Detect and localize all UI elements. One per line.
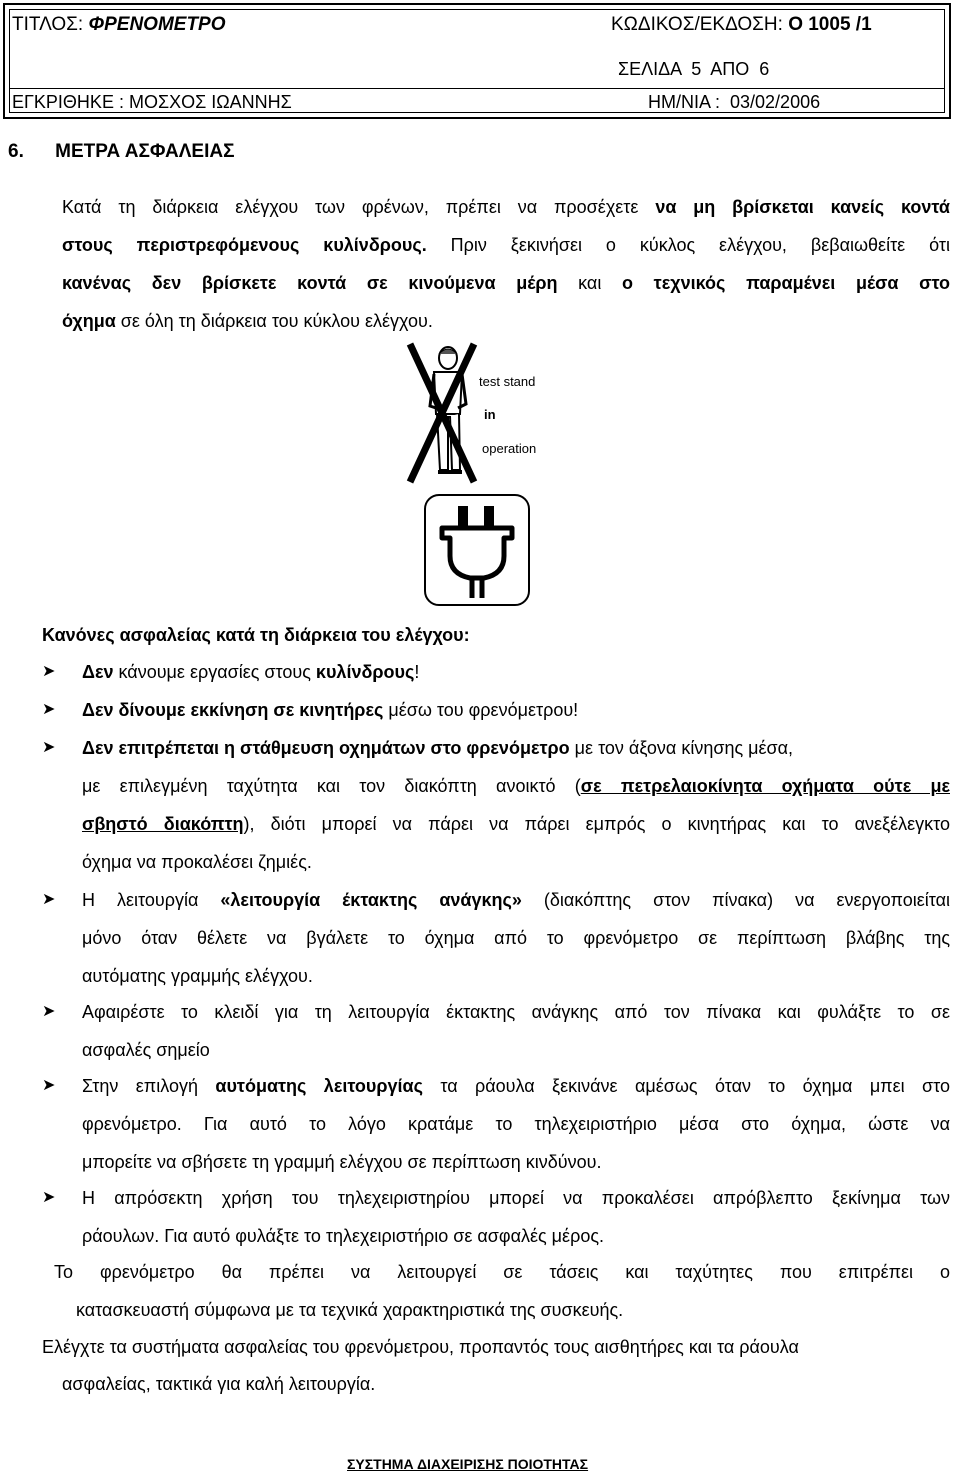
section-title: ΜΕΤΡΑ ΑΣΦΑΛΕΙΑΣ (55, 141, 235, 162)
rule-item-5-line-2: ασφαλές σημείο (82, 1040, 210, 1060)
intro-line-2 (62, 235, 950, 255)
header-approved: ΕΓΚΡΙΘΗΚΕ : ΜΟΣΧΟΣ ΙΩΑΝΝΗΣ (12, 92, 292, 112)
header-title-label: ΤΙΤΛΟΣ: (12, 14, 84, 35)
rule-item-1 (82, 662, 419, 682)
intro-text: σε όλη τη διάρκεια του κύκλου ελέγχου. (115, 311, 433, 331)
header-title (12, 14, 226, 36)
rule-text: (διακόπτης στον πίνακα) να ενεργοποιείται (521, 890, 950, 910)
rule-item-7-line-1: Η απρόσεκτη χρήση του τηλεχειριστηρίου μπορεί να προκαλέσει απρόβλεπτο ξεκίνημα των (82, 1188, 950, 1208)
closing-p1-line-2: κατασκευαστή σύμφωνα με τα τεχνικά χαρακτηριστικά της συσκευής. (76, 1300, 624, 1320)
rule-item-4-line-2: μόνο όταν θέλετε να βγάλετε το όχημα από το φρενόμετρο σε περίπτωση βλάβης της (82, 928, 950, 948)
intro-text: Πριν ξεκινήσει ο κύκλος ελέγχου, βεβαιωθείτε ότι (426, 235, 950, 255)
arrow-bullet-icon: ➤ (42, 1077, 56, 1094)
rule-text: με επιλεγμένη ταχύτητα και τον διακόπτη ανοικτό ( (82, 776, 581, 796)
arrow-bullet-icon: ➤ (42, 701, 56, 718)
closing-p2-line-1: Ελέγχτε τα συστήματα ασφαλείας του φρενόμετρου, προπαντός τους αισθητήρες και τα ράουλα (42, 1337, 799, 1357)
intro-emphasis: να μη βρίσκεται κανείς κοντά (655, 197, 950, 217)
rule-item-6-line-3: μπορείτε να σβήσετε τη γραμμή ελέγχου σε περίπτωση κινδύνου. (82, 1152, 602, 1172)
rule-item-4-line-3: αυτόματης γραμμής ελέγχου. (82, 966, 313, 986)
intro-emphasis: στους περιστρεφόμενους κυλίνδρους. (62, 235, 427, 255)
intro-line-1 (62, 197, 950, 217)
rule-emphasis: Δεν επιτρέπεται η στάθμευση οχημάτων στο φρενόμετρο (82, 738, 570, 758)
rule-emphasis: «λειτουργία έκτακτης ανάγκης» (220, 890, 522, 910)
plug-icon (424, 494, 530, 606)
closing-p1-line-1: Το φρενόμετρο θα πρέπει να λειτουργεί σε τάσεις και ταχύτητες που επιτρέπει ο (54, 1262, 950, 1282)
rule-emphasis: Δεν δίνουμε εκκίνηση σε κινητήρες (82, 700, 384, 720)
rule-emphasis-underlined: σβηστό διακόπτη (82, 814, 244, 834)
arrow-bullet-icon: ➤ (42, 663, 56, 680)
rule-emphasis: Δεν (82, 662, 114, 682)
intro-text: και (557, 273, 622, 293)
header-date: ΗΜ/ΝΙΑ : 03/02/2006 (648, 92, 821, 112)
header-title-value: ΦΡΕΝΟΜΕΤΡΟ (88, 14, 226, 35)
rule-item-6-line-1 (82, 1076, 950, 1096)
rule-item-3-line-4: όχημα να προκαλέσει ζημιές. (82, 852, 312, 872)
rule-text: Η λειτουργία (82, 890, 221, 910)
rule-text: τα ράουλα ξεκινάνε αμέσως όταν το όχημα μπει στο (422, 1076, 950, 1096)
arrow-bullet-icon: ➤ (42, 891, 56, 908)
rule-text: ), διότι μπορεί να πάρει να πάρει εμπρός ο κινητήρας και το ανεξέλεγκτο (243, 814, 950, 834)
rule-emphasis-underlined: σε πετρελαιοκίνητα οχήματα ούτε με (580, 776, 950, 796)
header-page: ΣΕΛΙΔΑ 5 ΑΠΟ 6 (618, 59, 770, 79)
intro-line-4 (62, 311, 433, 331)
figure-label-test-stand: test stand (479, 374, 536, 389)
rule-item-5-line-1: Αφαιρέστε το κλειδί για τη λειτουργία έκτακτης ανάγκης από τον πίνακα και φυλάξτε το σε (82, 1002, 950, 1022)
rule-text: με τον άξονα κίνησης μέσα, (569, 738, 794, 758)
rule-item-7-line-2: ράουλων. Για αυτό φυλάξτε το τηλεχειριστήριο σε ασφαλές μέρος. (82, 1226, 604, 1246)
rule-text: ! (414, 662, 420, 682)
rule-text: Στην επιλογή (82, 1076, 216, 1096)
rule-item-3-line-3 (82, 814, 950, 834)
arrow-bullet-icon: ➤ (42, 1189, 56, 1206)
header-code-label: ΚΩΔΙΚΟΣ/ΕΚΔΟΣΗ: (611, 14, 783, 35)
intro-text: Κατά τη διάρκεια ελέγχου των φρένων, πρέπει να προσέχετε (62, 197, 656, 217)
rule-emphasis: αυτόματης λειτουργίας (215, 1076, 423, 1096)
rule-item-3-line-1 (82, 738, 793, 758)
section-heading (8, 142, 234, 162)
rule-item-2 (82, 700, 578, 720)
intro-line-3 (62, 273, 950, 293)
rule-text: κάνουμε εργασίες στους (113, 662, 316, 682)
closing-p2-line-2: ασφαλείας, τακτικά για καλή λειτουργία. (62, 1374, 376, 1394)
arrow-bullet-icon: ➤ (42, 1003, 56, 1020)
intro-emphasis: όχημα (62, 311, 116, 331)
header-code (611, 14, 872, 36)
figure-label-in: in (484, 407, 496, 422)
arrow-bullet-icon: ➤ (42, 739, 56, 756)
rule-text: μέσω του φρενόμετρου! (383, 700, 579, 720)
header-code-value: Ο 1005 /1 (788, 14, 872, 35)
figure-label-operation: operation (482, 441, 537, 456)
rules-heading: Κανόνες ασφαλείας κατά τη διάρκεια του ελέγχου: (42, 625, 470, 645)
page-footer: ΣΥΣΤΗΜΑ ΔΙΑΧΕΙΡΙΣΗΣ ΠΟΙΟΤΗΤΑΣ (347, 1456, 589, 1472)
header-divider (10, 88, 944, 89)
person-crossed-icon (400, 342, 480, 488)
intro-emphasis: κανένας δεν βρίσκετε κοντά σε κινούμενα μέρη (62, 273, 558, 293)
rule-emphasis: κυλίνδρους (315, 662, 415, 682)
rule-item-3-line-2 (82, 776, 950, 796)
intro-emphasis: ο τεχνικός παραμένει μέσα στο (622, 273, 950, 293)
rule-item-4-line-1 (82, 890, 950, 910)
rule-item-6-line-2: φρενόμετρο. Για αυτό το λόγο κρατάμε το τηλεχειριστήριο μέσα στο όχημα, ώστε να (82, 1114, 950, 1134)
section-number: 6. (8, 141, 24, 162)
